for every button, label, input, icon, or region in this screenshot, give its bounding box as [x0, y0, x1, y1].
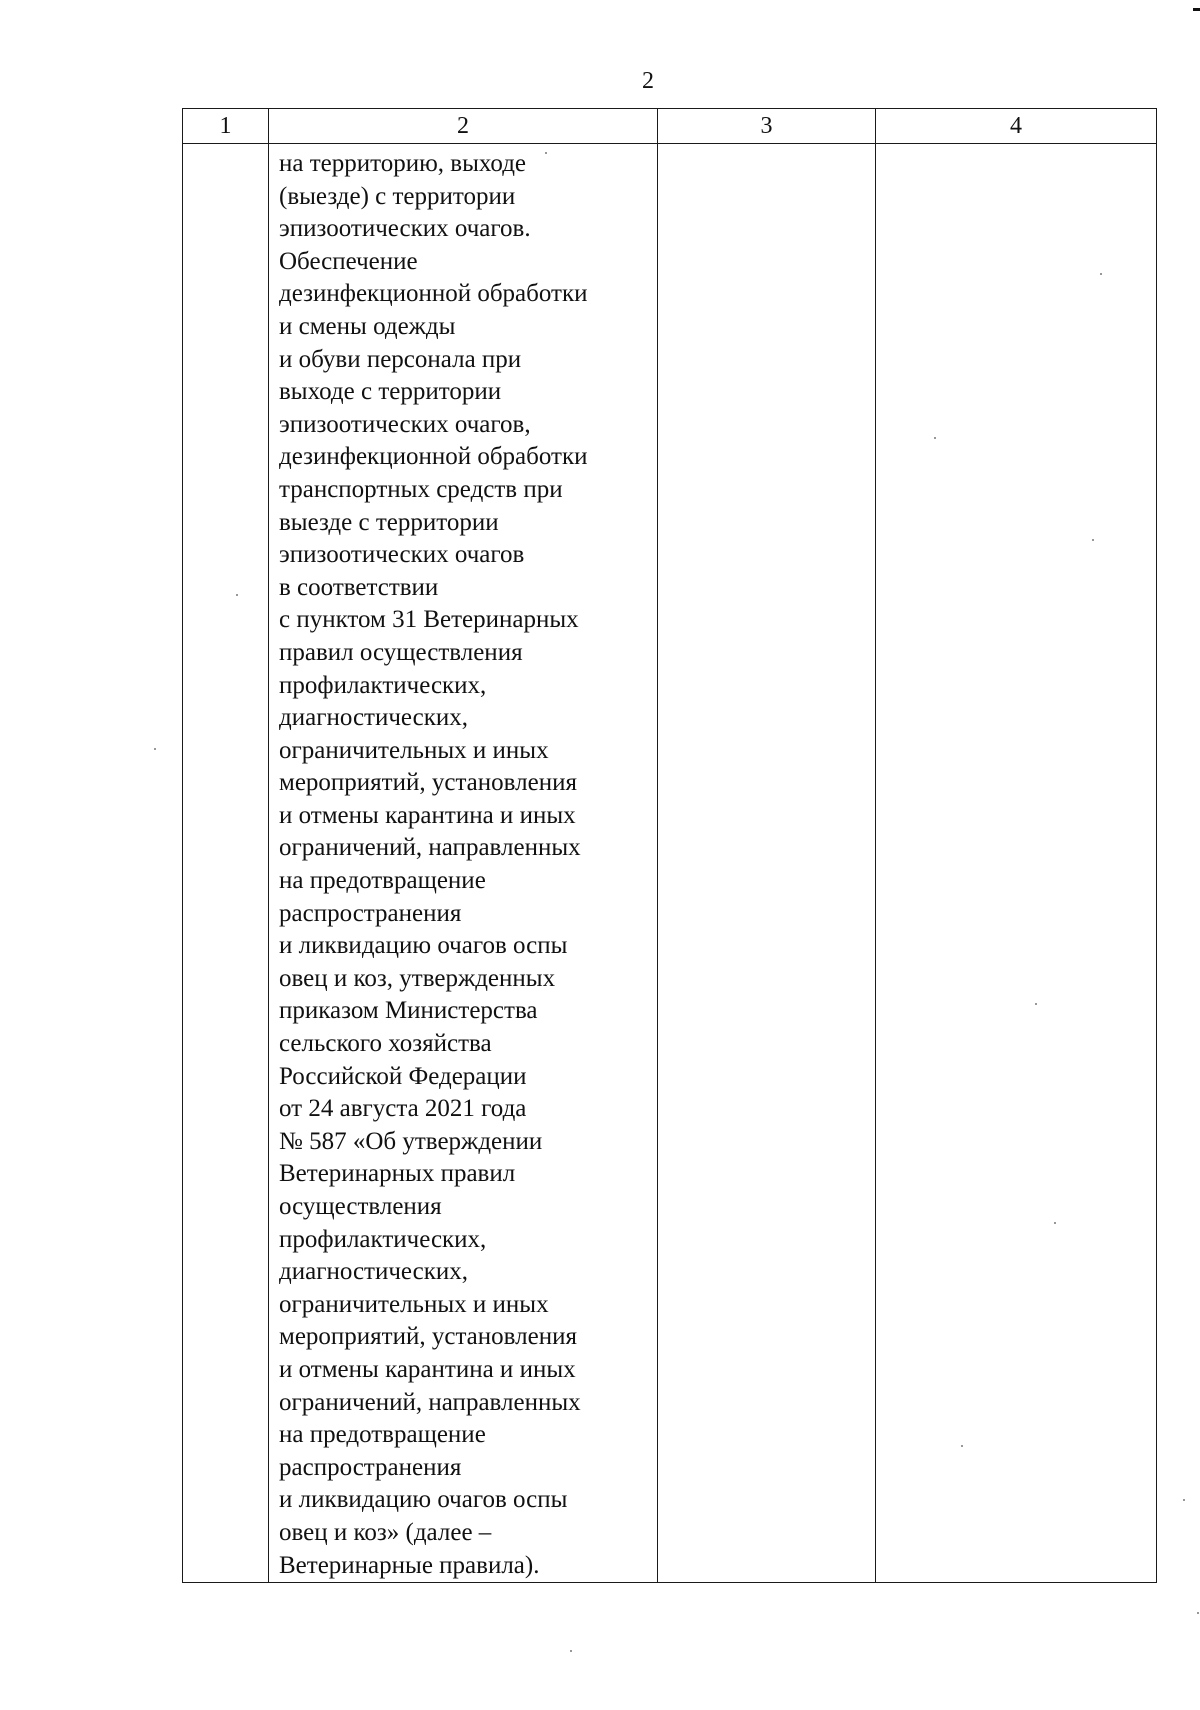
text-line: эпизоотических очагов — [279, 541, 525, 569]
text-line: на предотвращение — [279, 1421, 486, 1449]
text-line: ограничительных и иных — [279, 736, 549, 764]
text-line: распространения — [279, 899, 462, 927]
text-line: сельского хозяйства — [279, 1030, 492, 1058]
column-header-1: 1 — [183, 109, 269, 144]
text-line: диагностических, — [279, 1258, 469, 1286]
scan-speck — [934, 437, 936, 439]
text-line: профилактических, — [279, 1225, 487, 1253]
text-line: Ветеринарные правила). — [279, 1551, 540, 1579]
text-line: на территорию, выходе — [279, 150, 527, 177]
text-line: в соответствии — [279, 573, 439, 601]
text-line: на предотвращение — [279, 867, 486, 895]
text-line: и ликвидацию очагов оспы — [279, 932, 568, 960]
document-table — [182, 108, 1157, 1583]
text-line: и смены одежды — [279, 312, 456, 340]
text-line: и отмены карантина и иных — [279, 801, 576, 829]
text-line: транспортных средств при — [279, 475, 563, 503]
text-line: и ликвидацию очагов оспы — [279, 1486, 568, 1514]
text-line: Российской Федерации — [279, 1062, 527, 1090]
scan-speck — [1035, 1003, 1037, 1005]
column-header-2: 2 — [269, 109, 658, 144]
text-line: (выезде) с территории — [279, 182, 516, 210]
text-line: ограничений, направленных — [279, 1388, 581, 1416]
text-line: мероприятий, установления — [279, 1323, 577, 1351]
scan-speck — [1193, 8, 1200, 11]
cell-col1 — [183, 144, 269, 1583]
table-row — [183, 144, 1157, 1583]
scan-speck — [1100, 273, 1102, 275]
text-line: мероприятий, установления — [279, 769, 577, 797]
text-line: Ветеринарных правил — [279, 1160, 516, 1188]
scan-speck — [545, 152, 547, 154]
column-header-3: 3 — [658, 109, 876, 144]
text-line: осуществления — [279, 1193, 442, 1220]
column-header-4: 4 — [876, 109, 1157, 144]
scan-speck — [154, 748, 156, 750]
text-line: правил осуществления — [279, 638, 523, 666]
scan-speck — [570, 1650, 572, 1652]
scan-speck — [1092, 539, 1094, 541]
text-line: выезде с территории — [279, 508, 499, 536]
scan-speck — [1054, 1222, 1056, 1224]
text-line: и отмены карантина и иных — [279, 1355, 576, 1383]
text-line: Обеспечение — [279, 247, 418, 275]
scan-speck — [1197, 1612, 1199, 1614]
text-line: ограничений, направленных — [279, 834, 581, 862]
text-line: овец и коз, утвержденных — [279, 964, 556, 992]
text-line: приказом Министерства — [279, 997, 538, 1025]
scan-speck — [1183, 1499, 1185, 1501]
page-number: 2 — [642, 68, 654, 94]
text-line: и обуви персонала при — [279, 345, 522, 373]
cell-col2-text — [269, 144, 658, 1583]
text-line: дезинфекционной обработки — [279, 280, 588, 308]
cell-col3 — [658, 144, 876, 1583]
text-line: профилактических, — [279, 671, 487, 699]
text-line: ограничительных и иных — [279, 1290, 549, 1318]
text-line: выходе с территории — [279, 378, 502, 406]
text-line: эпизоотических очагов, — [279, 410, 531, 438]
text-line: распространения — [279, 1453, 462, 1481]
scan-speck — [961, 1445, 963, 1447]
text-line: с пунктом 31 Ветеринарных — [279, 606, 579, 634]
text-line: диагностических, — [279, 704, 469, 732]
scan-speck — [236, 594, 238, 596]
cell-col4 — [876, 144, 1157, 1583]
text-line: № 587 «Об утверждении — [279, 1127, 543, 1155]
table-header-row — [183, 109, 1157, 144]
text-line: овец и коз» (далее – — [279, 1518, 492, 1546]
text-line: от 24 августа 2021 года — [279, 1095, 527, 1123]
text-line: эпизоотических очагов. — [279, 215, 531, 243]
text-line: дезинфекционной обработки — [279, 443, 588, 471]
